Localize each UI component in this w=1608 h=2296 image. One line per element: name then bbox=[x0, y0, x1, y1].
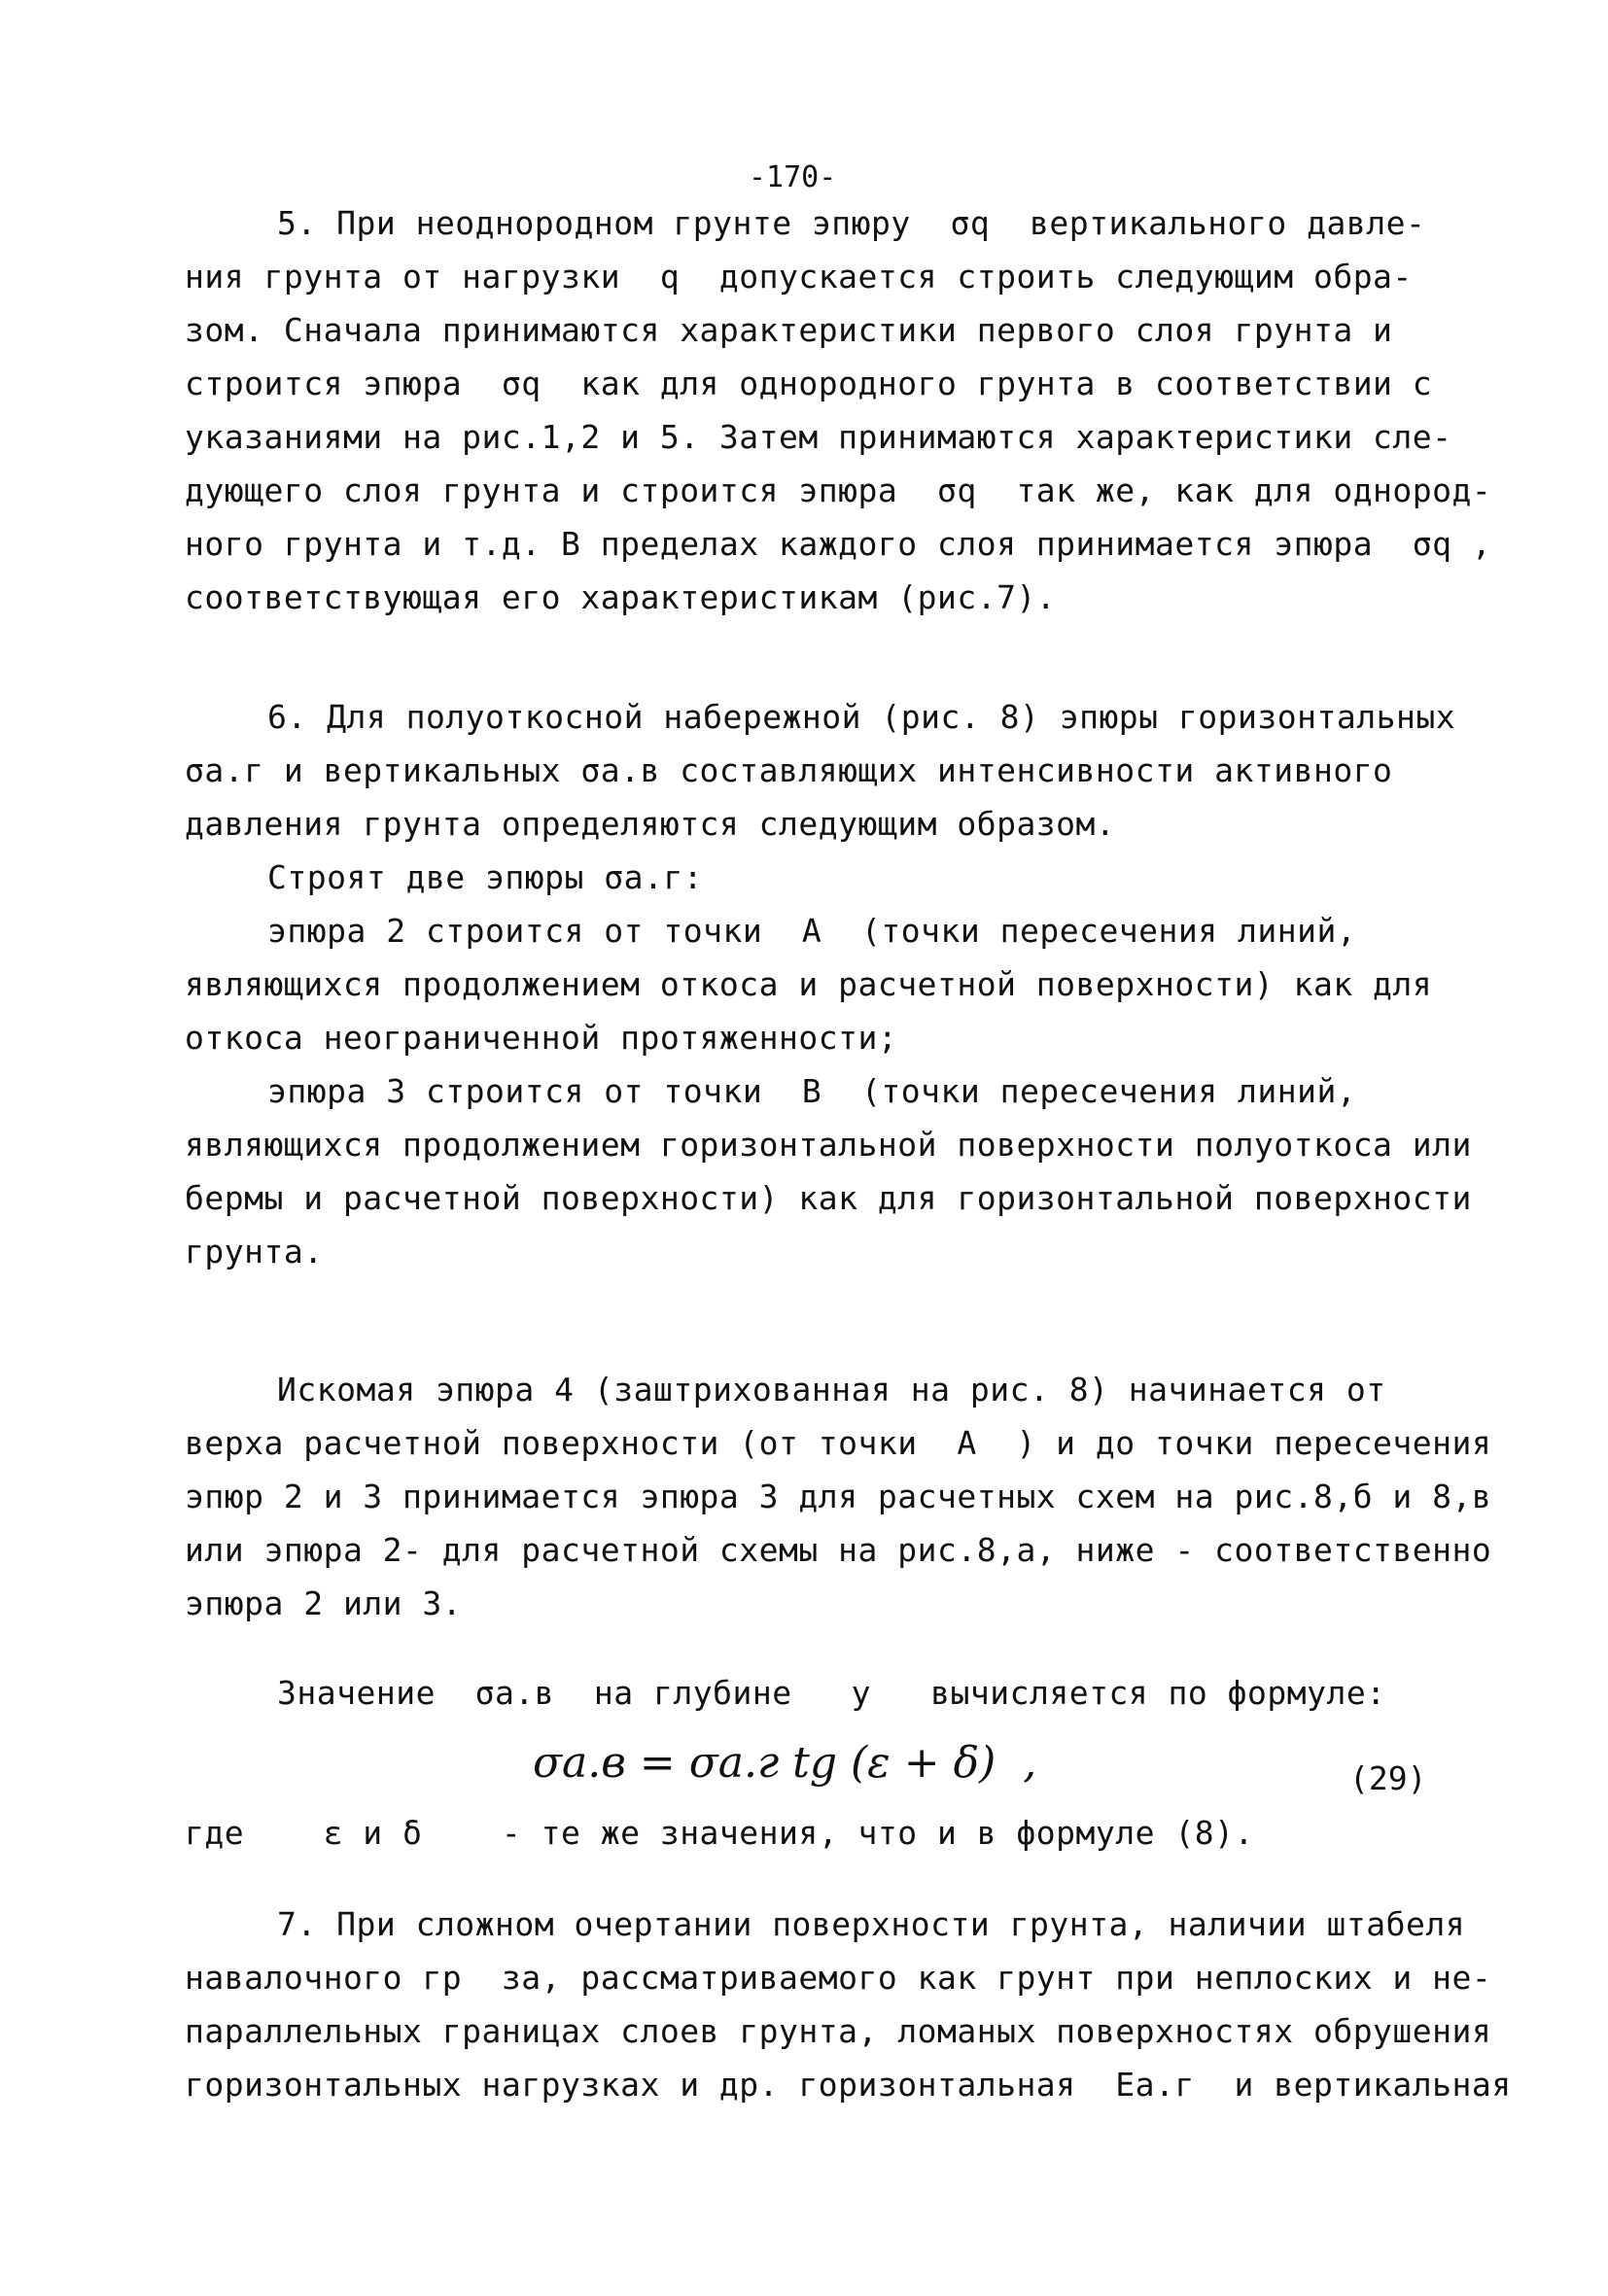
text-line: Искомая эпюра 4 (заштрихованная на рис. 8) начинается от bbox=[277, 1371, 1386, 1409]
formula-number: (29) bbox=[1349, 1759, 1427, 1797]
text-line: соответствующая его характеристикам (рис.7). bbox=[185, 578, 1057, 616]
text-line: строится эпюра σq как для однородного грунта в соответствии с bbox=[185, 365, 1433, 402]
text-line: 7. При сложном очертании поверхности грунта, наличии штабеля bbox=[277, 1905, 1466, 1943]
text-line: эпюра 3 строится от точки B (точки пересечения линий, bbox=[267, 1072, 1357, 1110]
text-line: откоса неограниченной протяженности; bbox=[185, 1019, 898, 1057]
text-line: где ε и δ - те же значения, что и в формуле (8). bbox=[185, 1814, 1254, 1852]
formula-29: σa.в = σa.г tg (ε + δ) , bbox=[533, 1738, 1037, 1788]
text-line: давления грунта определяются следующим образом. bbox=[185, 805, 1116, 843]
text-line: параллельных границах слоев грунта, ломаных поверхностях обрушения bbox=[185, 2012, 1492, 2050]
text-line: Строят две эпюры σa.г: bbox=[267, 858, 704, 896]
text-line: зом. Сначала принимаются характеристики первого слоя грунта и bbox=[185, 311, 1393, 349]
text-line: ния грунта от нагрузки q допускается строить следующим обра- bbox=[185, 258, 1413, 296]
text-line: верха расчетной поверхности (от точки A ) и до точки пересечения bbox=[185, 1424, 1492, 1462]
text-line: грунта. bbox=[185, 1233, 324, 1270]
text-line: эпюра 2 или 3. bbox=[185, 1584, 463, 1622]
text-line: бермы и расчетной поверхности) как для горизонтальной поверхности bbox=[185, 1179, 1472, 1217]
text-line: 6. Для полуоткосной набережной (рис. 8) эпюры горизонтальных bbox=[267, 698, 1456, 736]
text-line: σa.г и вертикальных σa.в составляющих интенсивности активного bbox=[185, 751, 1393, 789]
text-line: 5. При неоднородном грунте эпюру σq вертикального давле- bbox=[277, 204, 1426, 242]
text-line: являющихся продолжением горизонтальной поверхности полуоткоса или bbox=[185, 1126, 1472, 1164]
text-line: Значение σa.в на глубине y вычисляется по формуле: bbox=[277, 1674, 1386, 1712]
text-line: или эпюра 2- для расчетной схемы на рис.8,а, ниже - соответственно bbox=[185, 1531, 1492, 1569]
text-line: эпюра 2 строится от точки A (точки пересечения линий, bbox=[267, 912, 1357, 950]
page-number: -170- bbox=[749, 160, 837, 194]
text-line: указаниями на рис.1,2 и 5. Затем принимаются характеристики сле- bbox=[185, 418, 1452, 456]
text-line: ного грунта и т.д. В пределах каждого слоя принимается эпюра σq , bbox=[185, 525, 1492, 563]
text-line: горизонтальных нагрузках и др. горизонтальная Ea.г и вертикальная bbox=[185, 2066, 1512, 2104]
text-line: эпюр 2 и 3 принимается эпюра 3 для расчетных схем на рис.8,б и 8,в bbox=[185, 1478, 1492, 1515]
text-line: навалочного гр за, рассматриваемого как грунт при неплоских и не- bbox=[185, 1959, 1492, 1997]
text-line: дующего слоя грунта и строится эпюра σq так же, как для однород- bbox=[185, 471, 1492, 509]
text-line: являющихся продолжением откоса и расчетной поверхности) как для bbox=[185, 965, 1433, 1003]
